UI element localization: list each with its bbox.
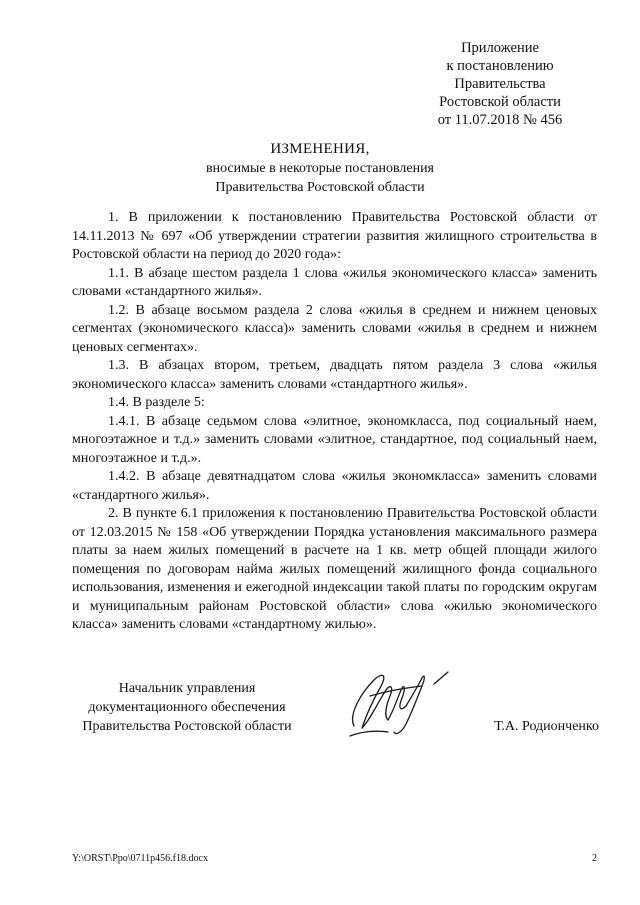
signatory-name: Т.А. Родионченко <box>494 719 599 734</box>
annex-header <box>418 39 582 129</box>
document-body <box>72 209 597 635</box>
paragraph-1-1: 1.1. В абзаце шестом раздела 1 слова «жилья экономического класса» заменить словами «стандартного жилья». <box>72 265 597 299</box>
signatory-position <box>72 679 302 736</box>
annex-line: Правительства <box>454 76 546 92</box>
annex-line: от 11.07.2018 № 456 <box>437 112 563 128</box>
annex-line: Ростовской области <box>439 94 561 110</box>
position-line: Начальник управления <box>118 681 256 696</box>
footer-file-path: Y:\ORST\Ppo\0711p456.f18.docx <box>72 853 208 864</box>
subtitle-line: вносимые в некоторые постановления <box>205 161 434 176</box>
paragraph-1-4-1: 1.4.1. В абзаце седьмом слова «элитное, экономкласса, под социальный наем, многоэтажное и т.д.» заменить словами «элитное, стандартное, под социальный наем, многоэтажное и т.д.». <box>72 413 597 466</box>
document-subtitle <box>150 159 490 197</box>
annex-line: к постановлению <box>446 58 554 74</box>
paragraph-1-4: 1.4. В разделе 5: <box>108 395 205 410</box>
paragraph-1-2: 1.2. В абзаце восьмом раздела 2 слова «жилья в среднем и нижнем ценовых сегментах (экономического класса)» заменить словами «жилья в среднем и нижнем ценовых сегментах». <box>72 302 597 355</box>
paragraph-1: 1. В приложении к постановлению Правительства Ростовской области от 14.11.2013 № 697 «Об утверждении стратегии развития жилищного строительства в Ростовской области на период до 2020 года»: <box>72 210 597 262</box>
position-line: документационного обеспечения <box>88 700 286 715</box>
paragraph-1-3: 1.3. В абзацах втором, третьем, двадцать пятом раздела 3 слова «жилья экономического класса» заменить словами «стандартного жилья». <box>72 358 597 392</box>
paragraph-2: 2. В пункте 6.1 приложения к постановлению Правительства Ростовской области от 12.03.2015 № 158 «Об утверждении Порядка установления максимального размера платы за наем жилых помещений в расчете на 1 кв. метр общей площади жилого помещения по договорам найма жилых помещений жилищного фонда социального использования, изменения и ежегодной индексации такой платы по городским округам и муниципальным районам Ростовской области» слова «жилью экономического класса» заменить словами «стандартному жилью». <box>72 506 597 632</box>
subtitle-line: Правительства Ростовской области <box>215 180 425 195</box>
paragraph-1-4-2: 1.4.2. В абзаце девятнадцатом слова «жилья экономкласса» заменить словами «стандартного жилья». <box>72 469 597 503</box>
page-number: 2 <box>592 853 597 864</box>
document-title: ИЗМЕНЕНИЯ, <box>270 141 370 157</box>
handwritten-signature <box>340 662 460 744</box>
position-line: Правительства Ростовской области <box>82 719 292 734</box>
annex-line: Приложение <box>461 40 539 56</box>
